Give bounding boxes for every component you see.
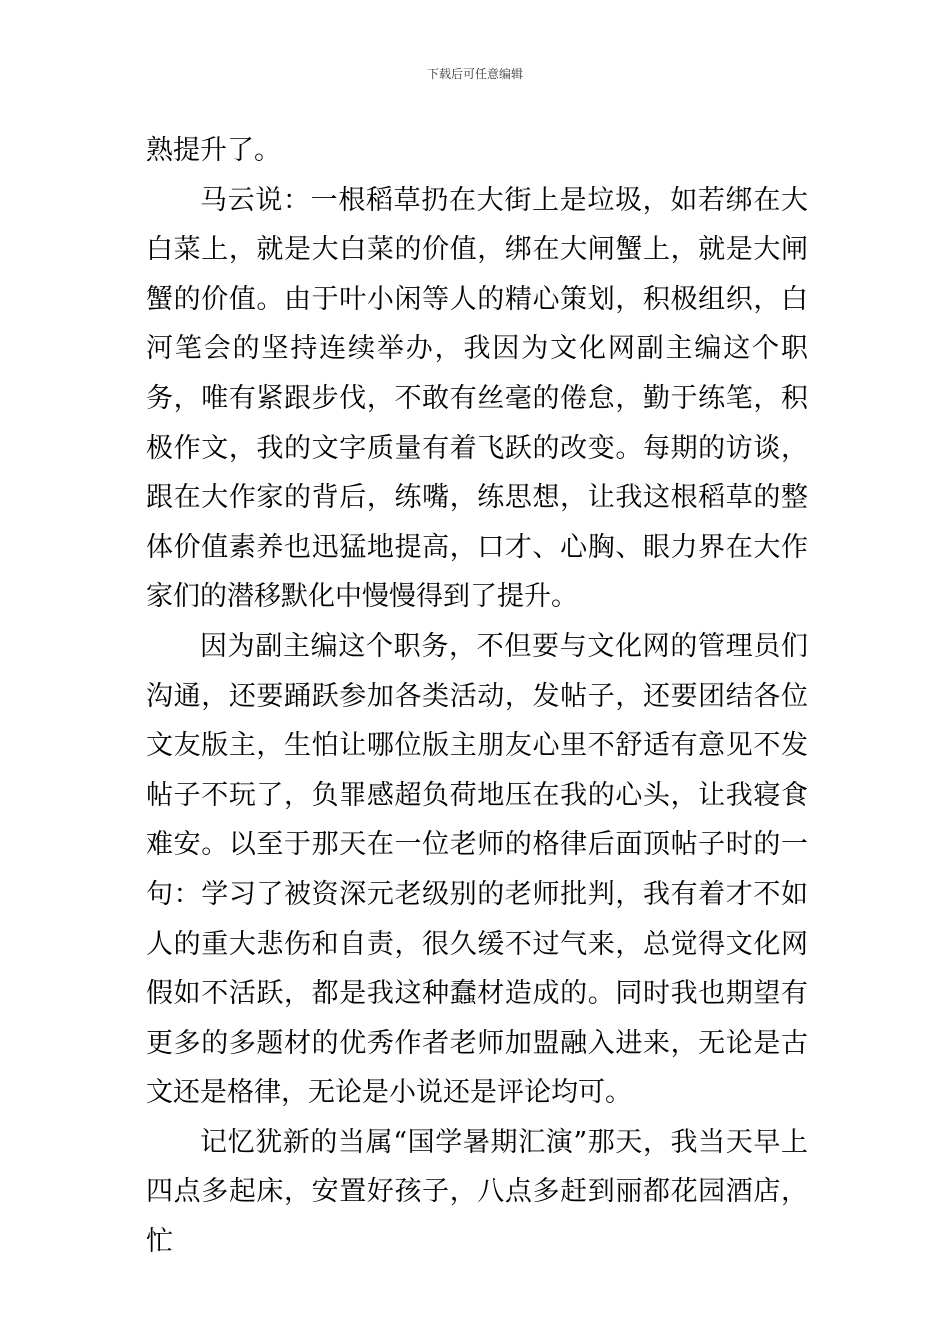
page-header: 下载后可任意编辑 xyxy=(426,67,523,81)
paragraph-continuation: 熟提升了。 xyxy=(146,135,281,166)
paragraph: 记忆犹新的当属“国学暑期汇演”那天，我当天早上四点多起床，安置好孩子，八点多赶到丽都花园酒店，忙 xyxy=(146,1126,808,1258)
paragraph: 马云说：一根稻草扔在大街上是垃圾，如若绑在大白菜上，就是大白菜的价值，绑在大闸蟹上，就是大闸蟹的价值。由于叶小闲等人的精心策划，积极组织，白河笔会的坚持连续举办，我因为文化网副主编这个职务，唯有紧跟步伐，不敢有丝毫的倦怠，勤于练笔，积极作文，我的文字质量有着飞跃的改变。每期的访谈，跟在大作家的背后，练嘴，练思想，让我这根稻草的整体价值素养也迅猛地提高，口才、心胸、眼力界在大作家们的潜移默化中慢慢得到了提升。 xyxy=(146,184,808,613)
body-text xyxy=(146,126,808,1267)
paragraph: 因为副主编这个职务，不但要与文化网的管理员们沟通，还要踊跃参加各类活动，发帖子，还要团结各位文友版主，生怕让哪位版主朋友心里不舒适有意见不发帖子不玩了，负罪感超负荷地压在我的心头，让我寝食难安。以至于那天在一位老师的格律后面顶帖子时的一句：学习了被资深元老级别的老师批判，我有着才不如人的重大悲伤和自责，很久缓不过气来，总觉得文化网假如不活跃，都是我这种蠢材造成的。同时我也期望有更多的多题材的优秀作者老师加盟融入进来，无论是古文还是格律，无论是小说还是评论均可。 xyxy=(146,630,808,1109)
